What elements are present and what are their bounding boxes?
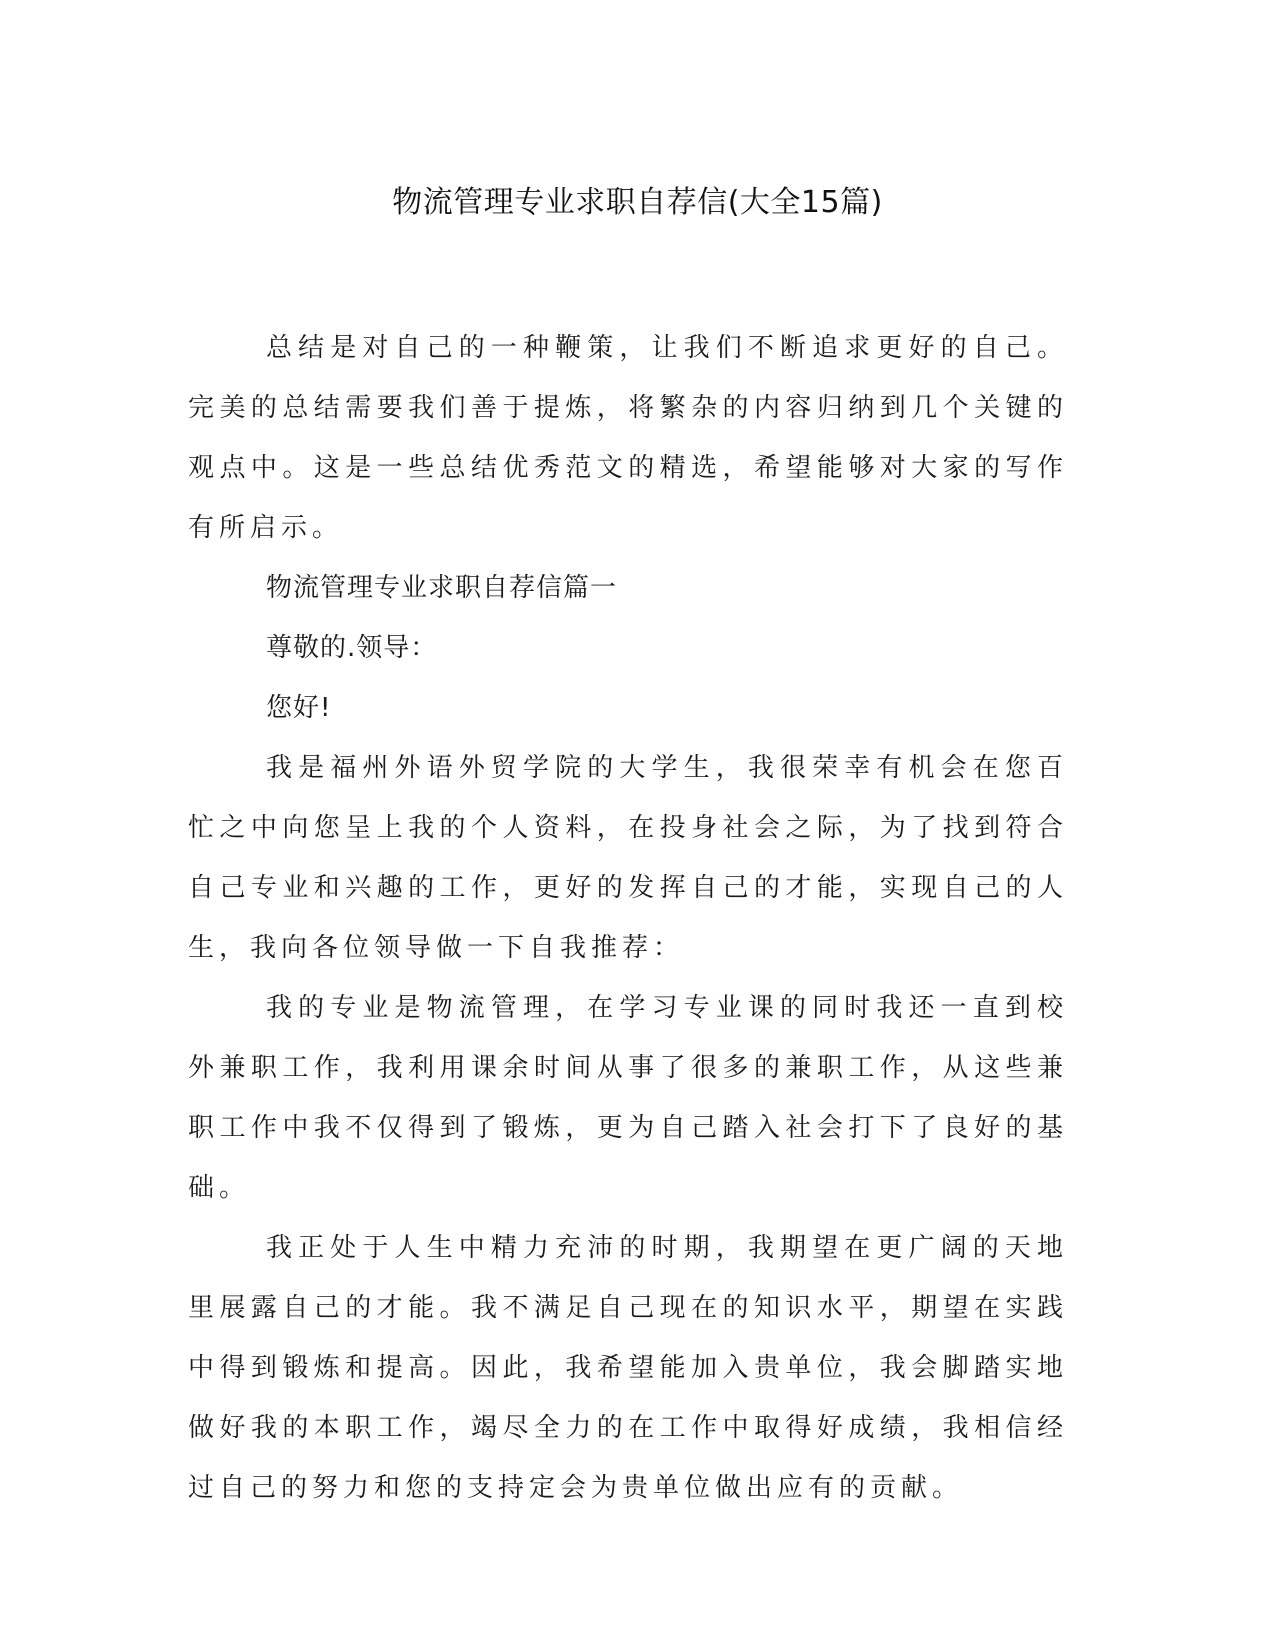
body-paragraph-3: 我正处于人生中精力充沛的时期，我期望在更广阔的天地里展露自己的才能。我不满足自己现在的知识水平，期望在实践中得到锻炼和提高。因此，我希望能加入贵单位，我会脚踏实地做好我的本职工作，竭尽全力的在工作中取得好成绩，我相信经过自己的努力和您的支持定会为贵单位做出应有的贡献。 xyxy=(188,1233,1068,1503)
document-body xyxy=(188,318,1068,1518)
body-paragraph-2: 我的专业是物流管理，在学习专业课的同时我还一直到校外兼职工作，我利用课余时间从事了很多的兼职工作，从这些兼职工作中我不仅得到了锻炼，更为自己踏入社会打下了良好的基础。 xyxy=(188,993,1068,1203)
intro-paragraph: 总结是对自己的一种鞭策，让我们不断追求更好的自己。完美的总结需要我们善于提炼，将繁杂的内容归纳到几个关键的观点中。这是一些总结优秀范文的精选，希望能够对大家的写作有所启示。 xyxy=(188,333,1068,543)
salutation: 尊敬的.领导： xyxy=(266,633,438,663)
section-heading: 物流管理专业求职自荐信篇一 xyxy=(266,573,618,603)
body-paragraph-1: 我是福州外语外贸学院的大学生，我很荣幸有机会在您百忙之中向您呈上我的个人资料，在投身社会之际，为了找到符合自己专业和兴趣的工作，更好的发挥自己的才能，实现自己的人生，我向各位领导做一下自我推荐： xyxy=(188,753,1068,963)
document-title: 物流管理专业求职自荐信(大全15篇) xyxy=(392,185,883,220)
greeting: 您好! xyxy=(266,693,332,723)
